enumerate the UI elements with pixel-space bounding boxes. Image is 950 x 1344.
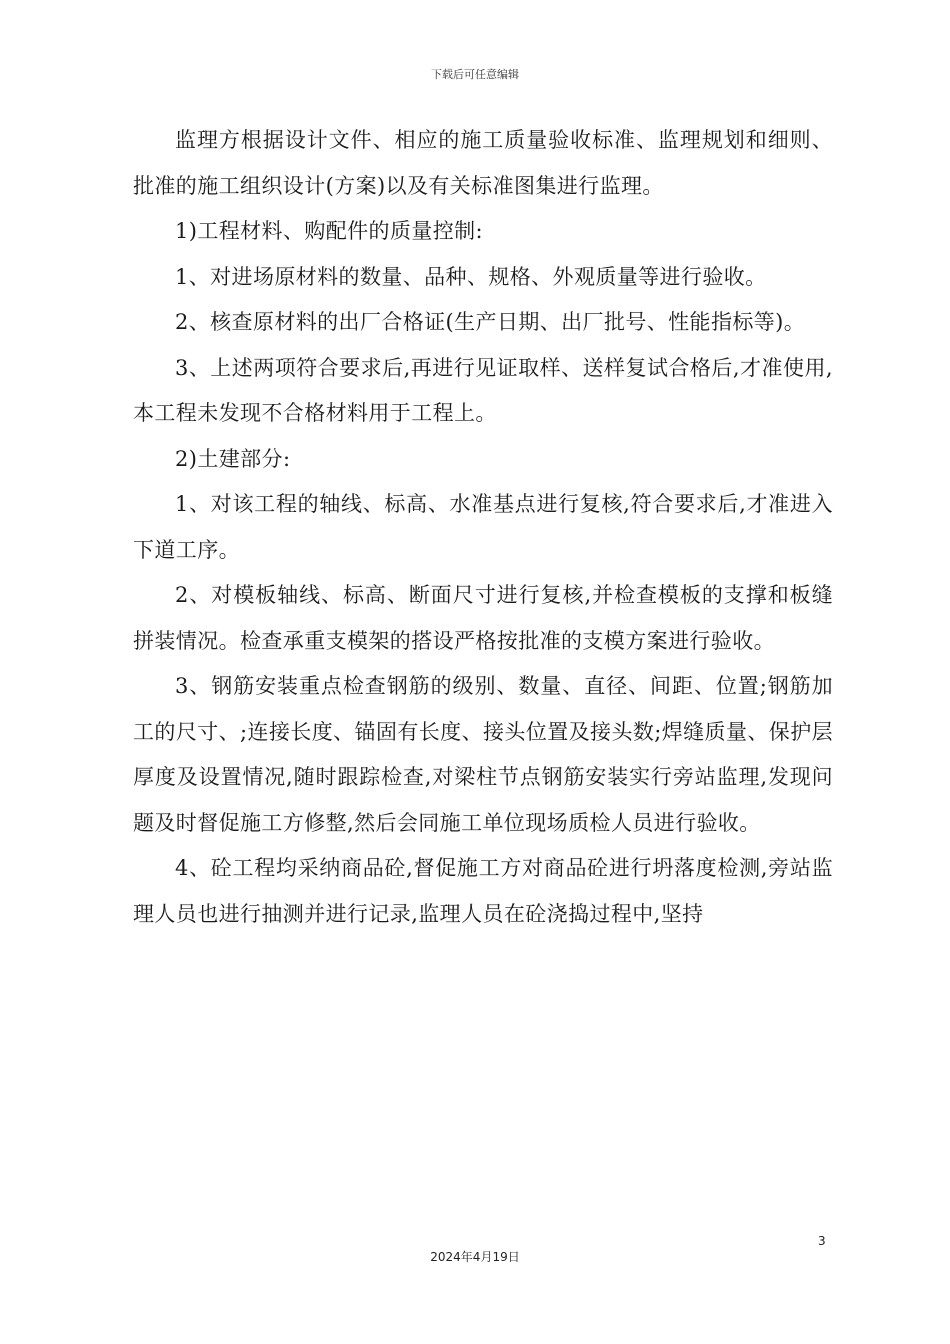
page-footer-date: 2024年4月19日 — [430, 1250, 520, 1264]
paragraph-civil-4: 4、砼工程均采纳商品砼,督促施工方对商品砼进行坍落度检测,旁站监理人员也进行抽测并进行记录,监理人员在砼浇捣过程中,坚持 — [133, 856, 833, 926]
section-heading-civil: 2)土建部分: — [175, 446, 291, 471]
section-heading-materials: 1)工程材料、购配件的质量控制: — [175, 219, 484, 243]
paragraph-civil-3: 3、钢筋安装重点检查钢筋的级别、数量、直径、间距、位置;钢筋加工的尺寸、;连接长度、锚固有长度、接头位置及接头数;焊缝质量、保护层厚度及设置情况,随时跟踪检查,对梁柱节点钢筋安装实行旁站监理,发现问题及时督促施工方修整,然后会同施工单位现场质检人员进行验收。 — [133, 674, 833, 835]
paragraph-materials-2: 2、核查原材料的出厂合格证(生产日期、出厂批号、性能指标等)。 — [175, 310, 806, 334]
paragraph-materials-3: 3、上述两项符合要求后,再进行见证取样、送样复试合格后,才准使用,本工程未发现不合格材料用于工程上。 — [133, 355, 833, 425]
paragraph-materials-1: 1、对进场原材料的数量、品种、规格、外观质量等进行验收。 — [175, 264, 767, 289]
page-number: 3 — [818, 1234, 826, 1248]
paragraph-civil-1: 1、对该工程的轴线、标高、水准基点进行复核,符合要求后,才准进入下道工序。 — [133, 492, 833, 562]
document-body — [133, 118, 833, 937]
page-header: 下载后可任意编辑 — [431, 68, 519, 81]
paragraph-civil-2: 2、对模板轴线、标高、断面尺寸进行复核,并检查模板的支撑和板缝拼装情况。检查承重支模架的搭设严格按批准的支模方案进行验收。 — [133, 583, 833, 653]
paragraph-intro: 监理方根据设计文件、相应的施工质量验收标准、监理规划和细则、批准的施工组织设计(方案)以及有关标准图集进行监理。 — [133, 128, 833, 198]
